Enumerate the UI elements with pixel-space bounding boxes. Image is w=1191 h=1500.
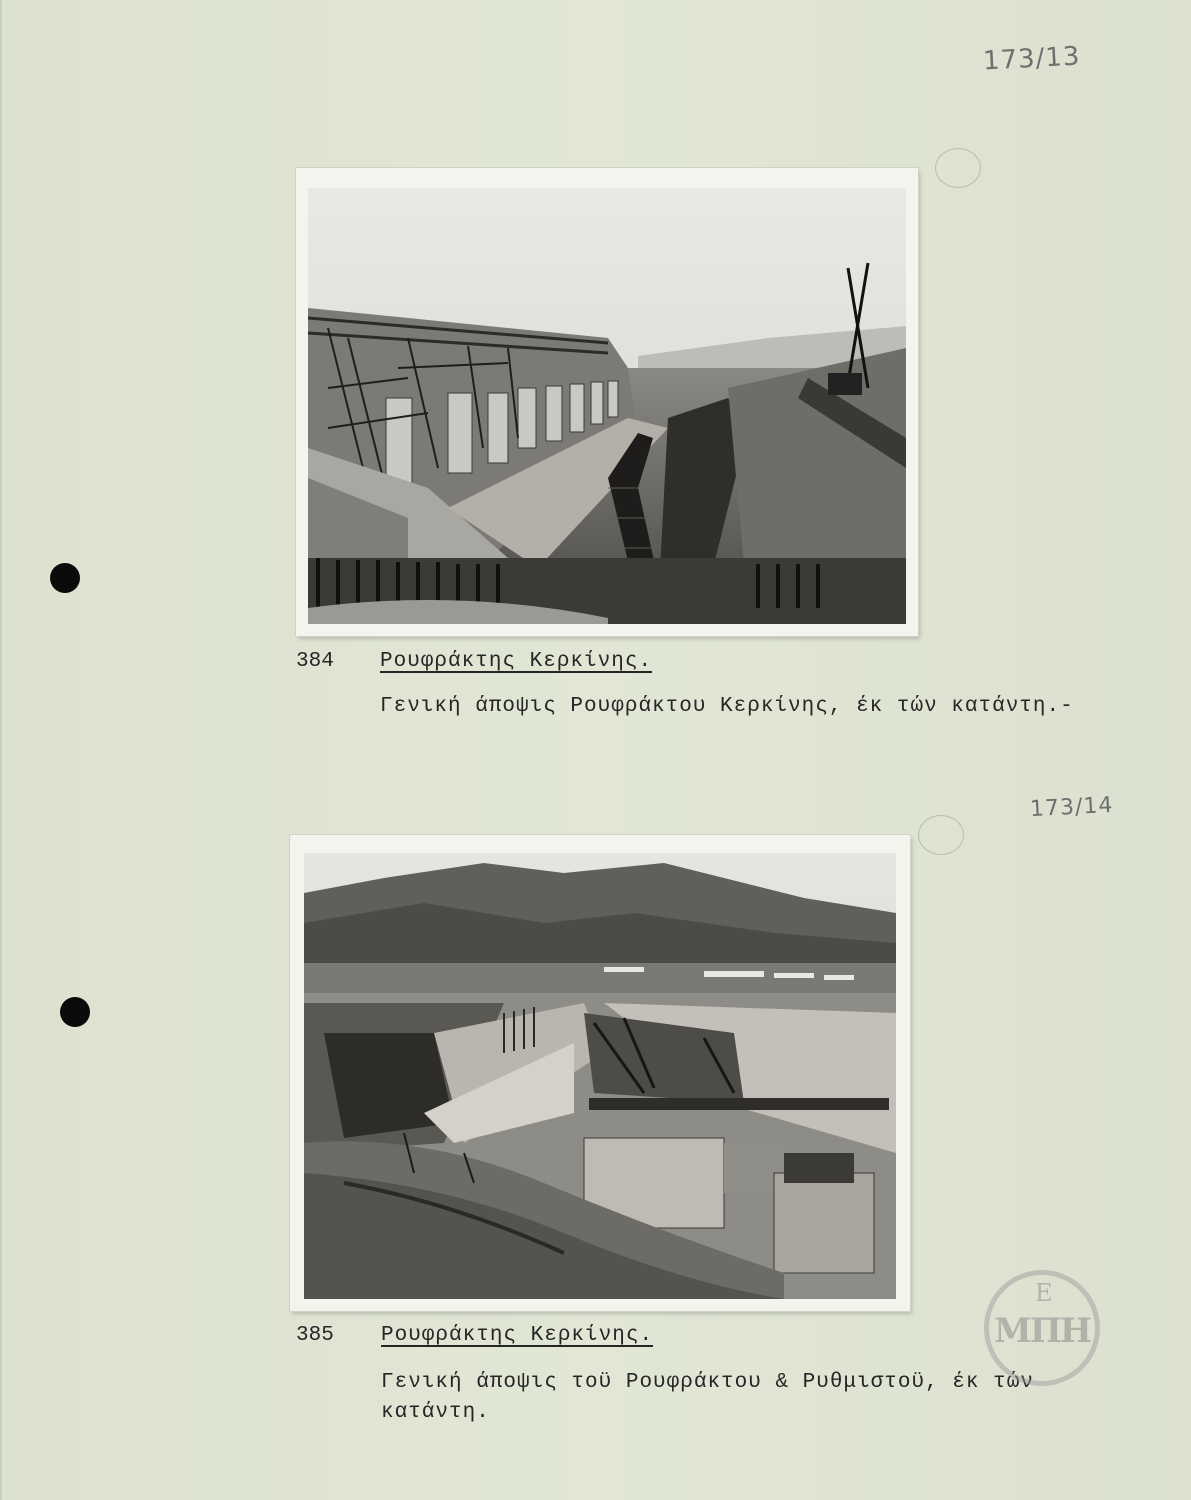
entry-number-384: 384	[296, 650, 334, 673]
pencil-circle-mark	[935, 148, 981, 188]
entry-description-384: Γενική άποψις Ρουφράκτου Κερκίνης, έκ τών κατάντη.-	[380, 695, 1074, 718]
pencil-circle-mark	[918, 815, 964, 855]
photo-dam-construction-2	[290, 835, 910, 1311]
entry-description-385: Γενική άποψις τοϋ Ρουφράκτου & Ρυθμιστοϋ, έκ τών κατάντη.	[381, 1371, 1034, 1424]
photo-image-1	[308, 188, 906, 624]
photo-image-2	[304, 853, 896, 1299]
archive-stamp-logo	[984, 1270, 1100, 1386]
punch-hole	[60, 997, 90, 1027]
stamp-letters: ΜΠΗ	[994, 1311, 1090, 1351]
archive-ref-bottom: 173/14	[1029, 792, 1115, 823]
entry-title-384: Ρουφράκτης Κερκίνης.	[380, 650, 653, 673]
archive-ref-top: 173/13	[982, 41, 1082, 77]
photo-dam-construction-1	[296, 168, 918, 636]
entry-number-385: 385	[296, 1324, 334, 1347]
entry-title-385: Ρουφράκτης Κερκίνης.	[381, 1324, 654, 1347]
stamp-accent-letter: Ε	[1035, 1279, 1053, 1307]
punch-hole	[50, 563, 80, 593]
